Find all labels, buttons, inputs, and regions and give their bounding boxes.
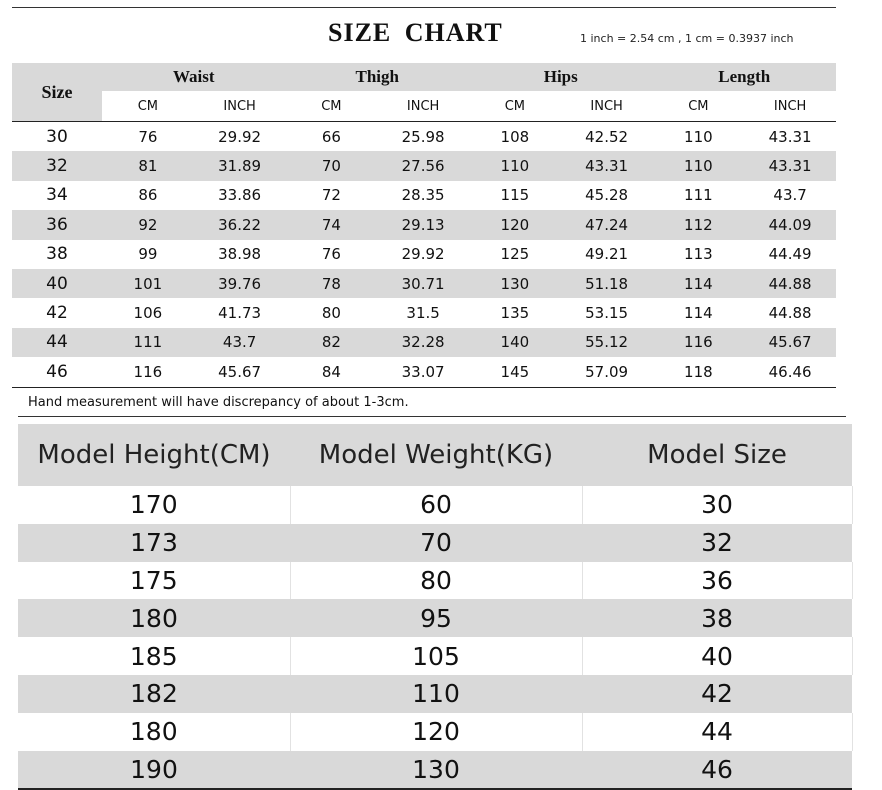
measurement-cell: 38.98 <box>218 245 262 264</box>
measurement-cell: 80 <box>321 304 341 323</box>
measurement-cell: 84 <box>286 357 378 387</box>
model-height-cell: 180 <box>18 713 290 751</box>
measurement-cell: 29.92 <box>218 127 262 146</box>
section-divider <box>18 416 846 417</box>
group-header-hips: Hips <box>469 63 653 91</box>
measurement-cell: 27.56 <box>377 151 469 180</box>
measurement-note: Hand measurement will have discrepancy of about 1-3cm. <box>28 395 409 410</box>
size-row <box>12 240 836 269</box>
measurement-cell: 66 <box>321 127 341 146</box>
measurement-cell: 130 <box>469 269 561 298</box>
measurement-cell: 82 <box>286 328 378 357</box>
measurement-cell: 110 <box>469 151 561 180</box>
measurement-cell: 86 <box>138 186 158 205</box>
measurement-cell: 33.86 <box>218 186 262 205</box>
measurement-cell: 47.24 <box>561 210 653 239</box>
measurement-cell: 46.46 <box>744 357 836 387</box>
model-height-cell: 175 <box>18 562 290 600</box>
measurement-cell: 44.49 <box>768 245 812 264</box>
measurement-cell: 116 <box>102 357 194 387</box>
model-size-cell: 42 <box>582 675 852 713</box>
model-height-cell: 173 <box>18 524 290 562</box>
measurement-cell: 29.13 <box>377 210 469 239</box>
measurement-cell: 43.7 <box>773 186 807 205</box>
measurement-cell: 44.88 <box>768 304 812 323</box>
page-title: SIZE CHART <box>328 18 503 47</box>
size-row <box>12 122 836 152</box>
model-size-cell: 38 <box>582 599 852 637</box>
top-divider <box>12 7 836 8</box>
measurement-cell: 44.09 <box>744 210 836 239</box>
size-row <box>12 357 836 387</box>
size-cell: 44 <box>12 328 102 357</box>
model-row <box>18 486 852 524</box>
measurement-cell: 113 <box>684 245 713 264</box>
size-row <box>12 298 836 327</box>
unit-conversion-note: 1 inch = 2.54 cm , 1 cm = 0.3937 inch <box>580 32 794 45</box>
measurement-cell: 99 <box>138 245 158 264</box>
model-weight-cell: 80 <box>290 562 582 600</box>
unit-header: CM <box>286 91 378 122</box>
measurement-cell: 25.98 <box>401 127 445 146</box>
measurement-cell: 92 <box>102 210 194 239</box>
model-weight-cell: 110 <box>290 675 582 713</box>
measurement-cell: 101 <box>102 269 194 298</box>
measurement-cell: 36.22 <box>194 210 286 239</box>
model-size-cell: 40 <box>582 637 852 675</box>
model-weight-cell: 120 <box>290 713 582 751</box>
measurement-cell: 33.07 <box>377 357 469 387</box>
unit-header-row <box>12 91 836 122</box>
measurement-cell: 114 <box>684 304 713 323</box>
measurement-cell: 106 <box>133 304 163 323</box>
measurement-cell: 45.67 <box>194 357 286 387</box>
unit-header: CM <box>653 91 745 122</box>
measurement-cell: 112 <box>653 210 745 239</box>
size-row <box>12 328 836 357</box>
unit-header: INCH <box>377 91 469 122</box>
measurement-cell: 76 <box>321 245 341 264</box>
measurement-cell: 43.31 <box>744 151 836 180</box>
measurement-cell: 81 <box>102 151 194 180</box>
measurement-cell: 111 <box>102 328 194 357</box>
measurement-cell: 45.28 <box>585 186 629 205</box>
measurement-cell: 111 <box>684 186 713 205</box>
model-size-cell: 36 <box>582 562 852 600</box>
measurement-cell: 135 <box>500 304 530 323</box>
size-chart-body <box>12 122 836 388</box>
model-weight-cell: 130 <box>290 751 582 790</box>
model-height-cell: 182 <box>18 675 290 713</box>
size-column-header: Size <box>12 63 102 122</box>
measurement-cell: 110 <box>684 127 713 146</box>
measurement-cell: 43.31 <box>768 127 812 146</box>
model-size-cell: 46 <box>582 751 852 790</box>
size-cell: 38 <box>46 244 68 265</box>
measurement-cell: 114 <box>653 269 745 298</box>
model-row <box>18 751 852 790</box>
model-header-row <box>18 424 852 486</box>
measurement-cell: 74 <box>286 210 378 239</box>
size-row <box>12 269 836 298</box>
size-chart-table <box>12 63 836 388</box>
model-row <box>18 599 852 637</box>
model-weight-cell: 95 <box>290 599 582 637</box>
model-weight-cell: 105 <box>290 637 582 675</box>
model-height-cell: 190 <box>18 751 290 790</box>
measurement-cell: 41.73 <box>218 304 262 323</box>
model-row <box>18 562 852 600</box>
model-height-cell: 170 <box>18 486 290 524</box>
model-row <box>18 675 852 713</box>
measurement-cell: 110 <box>653 151 745 180</box>
measurement-cell: 116 <box>653 328 745 357</box>
measurement-cell: 53.15 <box>585 304 629 323</box>
measurement-cell: 45.67 <box>744 328 836 357</box>
measurement-cell: 51.18 <box>561 269 653 298</box>
model-size-cell: 44 <box>582 713 852 751</box>
group-header-length: Length <box>653 63 837 91</box>
measurement-cell: 43.7 <box>194 328 286 357</box>
size-cell: 30 <box>46 126 68 147</box>
size-cell: 34 <box>46 185 68 206</box>
model-row <box>18 637 852 675</box>
size-row <box>12 181 836 210</box>
model-table <box>18 424 853 790</box>
measurement-cell: 125 <box>500 245 530 264</box>
measurement-cell: 118 <box>653 357 745 387</box>
size-row <box>12 210 836 239</box>
measurement-cell: 72 <box>321 186 341 205</box>
measurement-cell: 32.28 <box>377 328 469 357</box>
size-cell: 40 <box>12 269 102 298</box>
group-header-thigh: Thigh <box>286 63 470 91</box>
model-size-cell: 30 <box>582 486 852 524</box>
measurement-cell: 108 <box>500 127 530 146</box>
model-weight-header: Model Weight(KG) <box>290 424 582 486</box>
model-size-header: Model Size <box>582 424 852 486</box>
unit-header: INCH <box>744 91 836 122</box>
group-header-waist: Waist <box>102 63 286 91</box>
model-weight-cell: 60 <box>290 486 582 524</box>
model-size-cell: 32 <box>582 524 852 562</box>
model-height-cell: 180 <box>18 599 290 637</box>
measurement-cell: 140 <box>469 328 561 357</box>
size-cell: 46 <box>12 357 102 387</box>
size-cell: 42 <box>46 303 68 324</box>
size-cell: 36 <box>12 210 102 239</box>
measurement-cell: 42.52 <box>585 127 629 146</box>
measurement-cell: 28.35 <box>401 186 445 205</box>
unit-header: INCH <box>194 91 286 122</box>
measurement-cell: 115 <box>500 186 530 205</box>
unit-header: CM <box>102 91 194 122</box>
measurement-cell: 31.89 <box>194 151 286 180</box>
group-header-row <box>12 63 836 91</box>
measurement-cell: 120 <box>469 210 561 239</box>
size-row <box>12 151 836 180</box>
measurement-cell: 43.31 <box>561 151 653 180</box>
measurement-cell: 31.5 <box>406 304 440 323</box>
measurement-cell: 39.76 <box>194 269 286 298</box>
measurement-cell: 49.21 <box>585 245 629 264</box>
unit-header: INCH <box>561 91 653 122</box>
size-cell: 32 <box>12 151 102 180</box>
model-row <box>18 713 852 751</box>
measurement-cell: 70 <box>286 151 378 180</box>
measurement-cell: 44.88 <box>744 269 836 298</box>
unit-header: CM <box>469 91 561 122</box>
model-row <box>18 524 852 562</box>
measurement-cell: 145 <box>469 357 561 387</box>
model-height-header: Model Height(CM) <box>18 424 290 486</box>
model-weight-cell: 70 <box>290 524 582 562</box>
measurement-cell: 30.71 <box>377 269 469 298</box>
measurement-cell: 57.09 <box>561 357 653 387</box>
model-height-cell: 185 <box>18 637 290 675</box>
measurement-cell: 29.92 <box>401 245 445 264</box>
model-table-body <box>18 486 852 789</box>
measurement-cell: 55.12 <box>561 328 653 357</box>
measurement-cell: 78 <box>286 269 378 298</box>
measurement-cell: 76 <box>138 127 158 146</box>
